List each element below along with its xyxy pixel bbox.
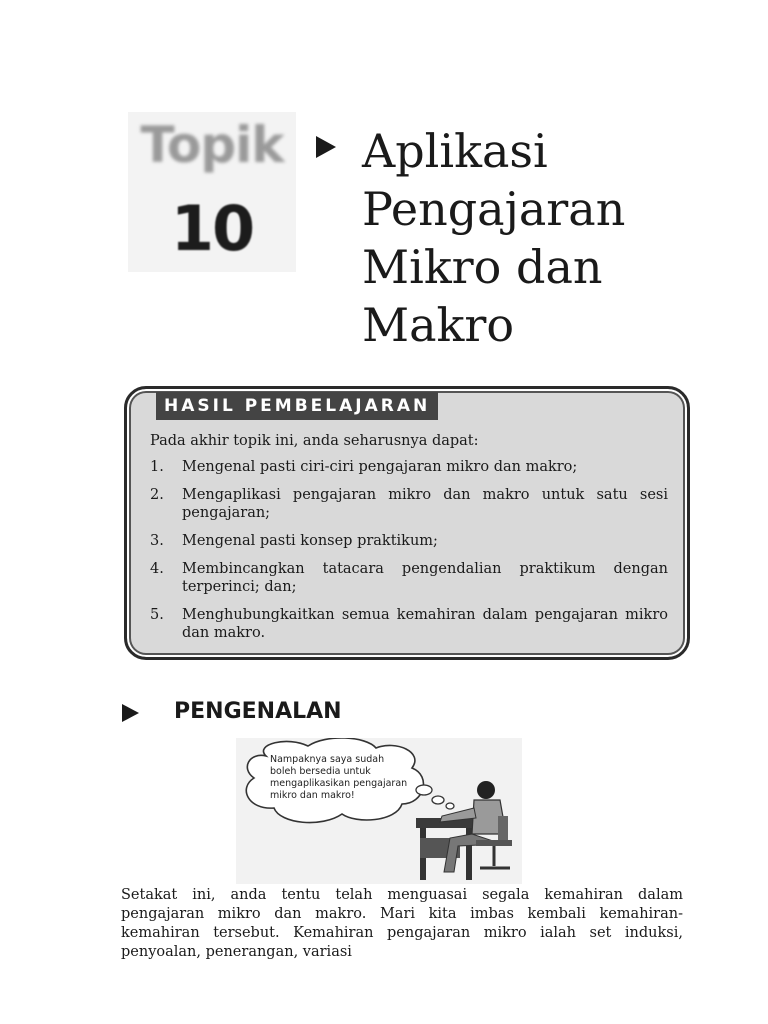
item-text: Membincangkan tatacara pengendalian praktikum dengan terperinci; dan; [182, 561, 668, 595]
item-number: 3. [150, 533, 164, 549]
list-item [148, 486, 668, 522]
student-head [477, 781, 495, 799]
title-line: Mikro dan [362, 240, 603, 294]
item-number: 1. [150, 459, 164, 475]
page-title [362, 122, 752, 354]
title-line: Makro [362, 298, 515, 352]
list-item [148, 606, 668, 642]
list-item [148, 560, 668, 596]
item-text: Mengenal pasti konsep praktikum; [182, 533, 438, 549]
body-paragraph: Setakat ini, anda tentu telah menguasai segala kemahiran dalam pengajaran mikro dan makro. Mari kita imbas kembali kemahiran-kemahiran tersebut. Kemahiran pengajaran mikro ialah set induksi, penyoalan, penerangan, variasi [121, 887, 683, 960]
thought-bubble-text: Nampaknya saya sudah boleh bersedia untuk mengaplikasikan pengajaran mikro dan makro! [270, 754, 408, 801]
learning-outcomes-label: HASIL PEMBELAJARAN [156, 392, 438, 420]
list-item [148, 532, 668, 550]
topic-badge [128, 112, 296, 272]
section-arrow-icon [122, 704, 139, 722]
section-heading: PENGENALAN [174, 699, 342, 724]
topic-number: 10 [170, 192, 254, 265]
learning-outcomes-intro: Pada akhir topik ini, anda seharusnya dapat: [150, 433, 479, 449]
item-number: 4. [150, 561, 164, 577]
item-text: Mengaplikasi pengajaran mikro dan makro untuk satu sesi pengajaran; [182, 487, 668, 521]
item-number: 2. [150, 487, 164, 503]
thought-dot [416, 785, 432, 795]
topic-word: Topik [140, 116, 284, 174]
thought-dot [446, 803, 454, 809]
item-number: 5. [150, 607, 164, 623]
item-text: Menghubungkaitkan semua kemahiran dalam pengajaran mikro dan makro. [182, 607, 668, 641]
chair-seat [476, 840, 512, 846]
learning-outcomes-list [148, 458, 668, 652]
title-line: Pengajaran [362, 182, 626, 236]
thought-dot [432, 796, 444, 804]
title-arrow-icon [316, 136, 336, 158]
list-item [148, 458, 668, 476]
item-text: Mengenal pasti ciri-ciri pengajaran mikro dan makro; [182, 459, 578, 475]
chair-back [498, 816, 508, 842]
title-line: Aplikasi [362, 124, 548, 178]
